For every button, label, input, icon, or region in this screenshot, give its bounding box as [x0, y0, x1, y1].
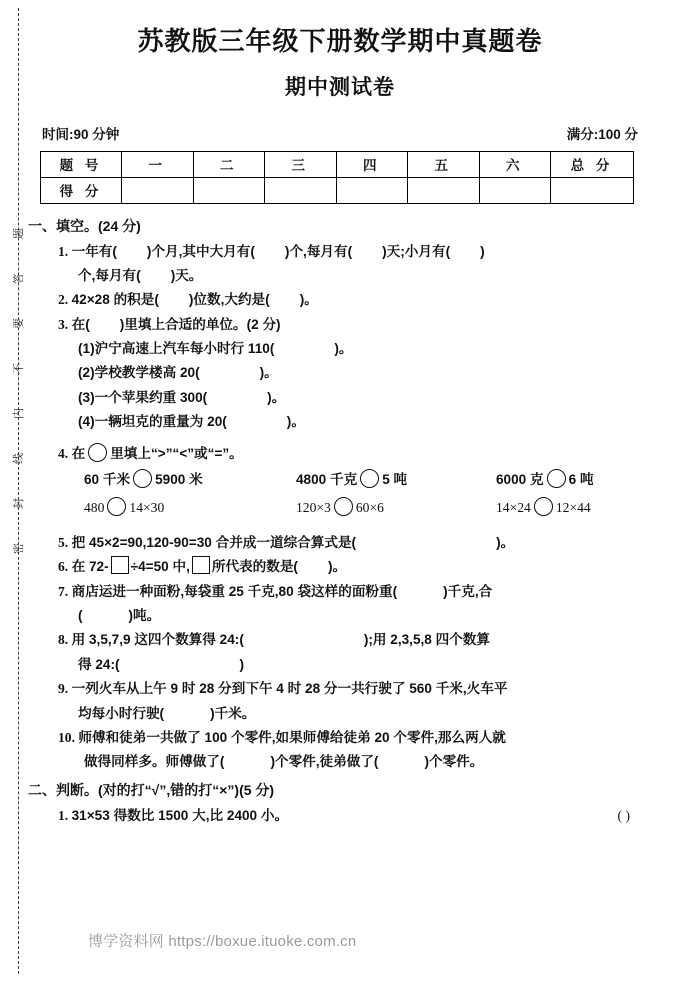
question-number: 1.: [58, 807, 69, 823]
question-6: [58, 555, 640, 578]
question-4-row-2: [84, 494, 640, 523]
page-subtitle: 期中测试卷: [285, 74, 395, 99]
table-row-scores: [41, 177, 634, 203]
question-10: [58, 726, 640, 749]
question-text: 用 3,5,7,9 这四个数算得 24:(: [71, 632, 244, 648]
question-number: 6.: [58, 559, 69, 575]
question-2: [58, 288, 640, 311]
question-text: 做得同样多。师傅做了(: [84, 754, 225, 770]
margin-char: 封: [12, 498, 25, 509]
page-title: 苏教版三年级下册数学期中真题卷: [137, 27, 543, 56]
question-text: )。: [299, 292, 318, 308]
question-text: )里填上合适的单位。(2 分): [119, 316, 281, 332]
question-text: )吨。: [128, 608, 161, 624]
comparison-right: 5 吨: [382, 471, 408, 487]
score-table-score-label: 得 分: [41, 177, 122, 203]
exam-total-score-label: 满分:100 分: [566, 126, 638, 142]
question-text: (: [78, 608, 83, 624]
question-text: ): [239, 656, 245, 672]
question-number: 4.: [58, 445, 69, 461]
question-3-item-1: [78, 337, 640, 360]
score-table: [40, 151, 634, 204]
question-8: [58, 628, 640, 651]
score-table-header-cell: 一: [122, 151, 194, 177]
section-heading-true-false: 二、判断。(对的打“√”,错的打“×”)(5 分): [28, 781, 275, 798]
comparison-item: [496, 494, 675, 523]
score-input-cell[interactable]: [479, 177, 551, 203]
score-table-header-total: 总 分: [551, 151, 634, 177]
comparison-right: 60×6: [355, 500, 384, 516]
question-number: 9.: [58, 681, 69, 697]
margin-vertical-note: [6, 228, 32, 554]
margin-char: 要: [12, 318, 25, 329]
question-text: 在 72-: [71, 559, 109, 575]
score-table-header-cell: 四: [336, 151, 408, 177]
question-text: )天;小月有(: [382, 243, 451, 259]
exam-duration-label: 时间:90 分钟: [42, 126, 120, 142]
question-text: 均每小时行驶(: [78, 705, 165, 721]
question-7-line2: [78, 604, 640, 627]
question-4: [58, 442, 640, 465]
score-table-header-cell: 三: [265, 151, 337, 177]
question-text: )。: [267, 389, 286, 405]
comparison-right: 5900 米: [155, 471, 203, 487]
score-input-cell[interactable]: [408, 177, 480, 203]
square-blank-icon[interactable]: [192, 556, 210, 574]
question-text: )个零件。: [424, 754, 484, 770]
question-text: 一列火车从上午 9 时 28 分到下午 4 时 28 分一共行驶了 560 千米,火车平: [71, 681, 508, 697]
question-number: 8.: [58, 632, 69, 648]
question-text: 在: [71, 445, 86, 461]
question-text: )个零件,徒弟做了(: [270, 754, 379, 770]
question-text: (2)学校教学楼高 20(: [78, 365, 200, 381]
question-text: 把 45×2=90,120-90=30 合并成一道综合算式是(: [71, 534, 357, 550]
question-9: [58, 677, 640, 700]
comparison-left: 480: [84, 500, 105, 516]
comparison-item: [296, 494, 496, 523]
question-text: )个月,其中大月有(: [146, 243, 255, 259]
question-3-item-4: [78, 410, 640, 433]
question-5: [58, 531, 640, 554]
circle-blank-icon[interactable]: [360, 469, 379, 488]
left-binding-margin: [0, 0, 40, 982]
question-number: 1.: [58, 243, 69, 259]
comparison-left: 14×24: [496, 500, 531, 516]
square-blank-icon[interactable]: [111, 556, 129, 574]
question-text: 所代表的数是(: [211, 559, 298, 575]
comparison-right: 6 吨: [568, 471, 594, 487]
margin-char: 密: [12, 543, 25, 554]
question-text: 里填上“>”“<”或“=”。: [110, 445, 243, 461]
score-input-cell[interactable]: [336, 177, 408, 203]
question-text: )个,每月有(: [284, 243, 353, 259]
score-table-header-label: 题 号: [41, 151, 122, 177]
question-text: )。: [334, 341, 353, 356]
comparison-right: 12×44: [555, 500, 591, 516]
score-input-cell[interactable]: [122, 177, 194, 203]
question-text: )天。: [170, 267, 203, 283]
margin-char: 答: [12, 273, 25, 284]
question-text: 在(: [71, 316, 90, 332]
question-3: [58, 313, 640, 336]
question-1: [58, 240, 640, 263]
question-text: 师傅和徒弟一共做了 100 个零件,如果师傅给徒弟 20 个零件,那么两人就: [78, 729, 506, 745]
exam-meta-row: [42, 123, 638, 143]
margin-char: 内: [12, 408, 25, 419]
question-text: (1)沪宁高速上汽车每小时行 110(: [78, 341, 275, 356]
score-input-cell[interactable]: [265, 177, 337, 203]
margin-char: 题: [12, 228, 25, 239]
table-row-question-numbers: [41, 151, 634, 177]
question-3-item-3: [78, 386, 640, 409]
comparison-item: [496, 466, 675, 495]
score-table-header-cell: 二: [193, 151, 265, 177]
question-text: )。: [259, 365, 278, 381]
question-8-line2: [78, 653, 640, 676]
question-10-line2: [84, 750, 640, 773]
exam-paper-sheet: [28, 0, 640, 982]
question-text: )位数,大约是(: [188, 292, 270, 308]
score-input-total-cell[interactable]: [551, 177, 634, 203]
question-number: 3.: [58, 316, 69, 332]
question-number: 7.: [58, 583, 69, 599]
question-text: 31×53 得数比 1500 大,比 2400 小。: [71, 807, 289, 823]
question-number: 5.: [58, 534, 69, 550]
section2-question-1: [58, 804, 640, 827]
question-7: [58, 580, 640, 603]
question-4-row-1: [84, 466, 640, 495]
question-text: 商店运进一种面粉,每袋重 25 千克,80 袋这样的面粉重(: [71, 583, 398, 599]
question-text: 42×28 的积是(: [71, 292, 159, 308]
margin-char: 线: [12, 453, 25, 464]
question-text: (4)一辆坦克的重量为 20(: [78, 414, 227, 430]
circle-blank-icon[interactable]: [547, 469, 566, 488]
score-input-cell[interactable]: [193, 177, 265, 203]
comparison-right: 14×30: [129, 500, 165, 516]
comparison-left: 120×3: [296, 500, 331, 516]
question-text: ÷4=50 中,: [130, 559, 190, 575]
comparison-left: 60 千米: [84, 471, 131, 487]
question-number: 10.: [58, 729, 75, 745]
question-text: )。: [496, 534, 515, 550]
question-number: 2.: [58, 292, 69, 308]
comparison-item: [296, 466, 496, 495]
score-table-header-cell: 六: [479, 151, 551, 177]
circle-blank-icon[interactable]: [88, 443, 107, 462]
question-text: )。: [286, 414, 305, 430]
site-watermark: 博学资料网 https://boxue.ituoke.com.cn: [88, 933, 357, 950]
question-text: )千米。: [210, 705, 256, 721]
question-text: ): [480, 243, 485, 259]
question-1-line2: [78, 264, 640, 287]
question-text: 个,每月有(: [78, 267, 141, 283]
circle-blank-icon[interactable]: [107, 497, 126, 516]
answer-bracket[interactable]: ( ): [617, 807, 630, 823]
circle-blank-icon[interactable]: [534, 497, 553, 516]
question-9-line2: [78, 702, 640, 725]
comparison-item: [84, 494, 296, 523]
score-table-header-cell: 五: [408, 151, 480, 177]
question-text: );用 2,3,5,8 四个数算: [363, 632, 490, 648]
question-text: (3)一个苹果约重 300(: [78, 389, 208, 405]
question-3-item-2: [78, 361, 640, 384]
comparison-left: 6000 克: [496, 471, 544, 487]
circle-blank-icon[interactable]: [334, 497, 353, 516]
comparison-item: [84, 466, 296, 495]
section-heading-fill-in-blank: 一、填空。(24 分): [28, 217, 141, 234]
question-text: )千克,合: [443, 583, 493, 599]
question-text: 一年有(: [71, 243, 117, 259]
question-text: )。: [327, 559, 347, 575]
question-text: 得 24:(: [78, 656, 120, 672]
circle-blank-icon[interactable]: [133, 469, 152, 488]
margin-char: 不: [12, 363, 25, 374]
comparison-left: 4800 千克: [296, 471, 358, 487]
